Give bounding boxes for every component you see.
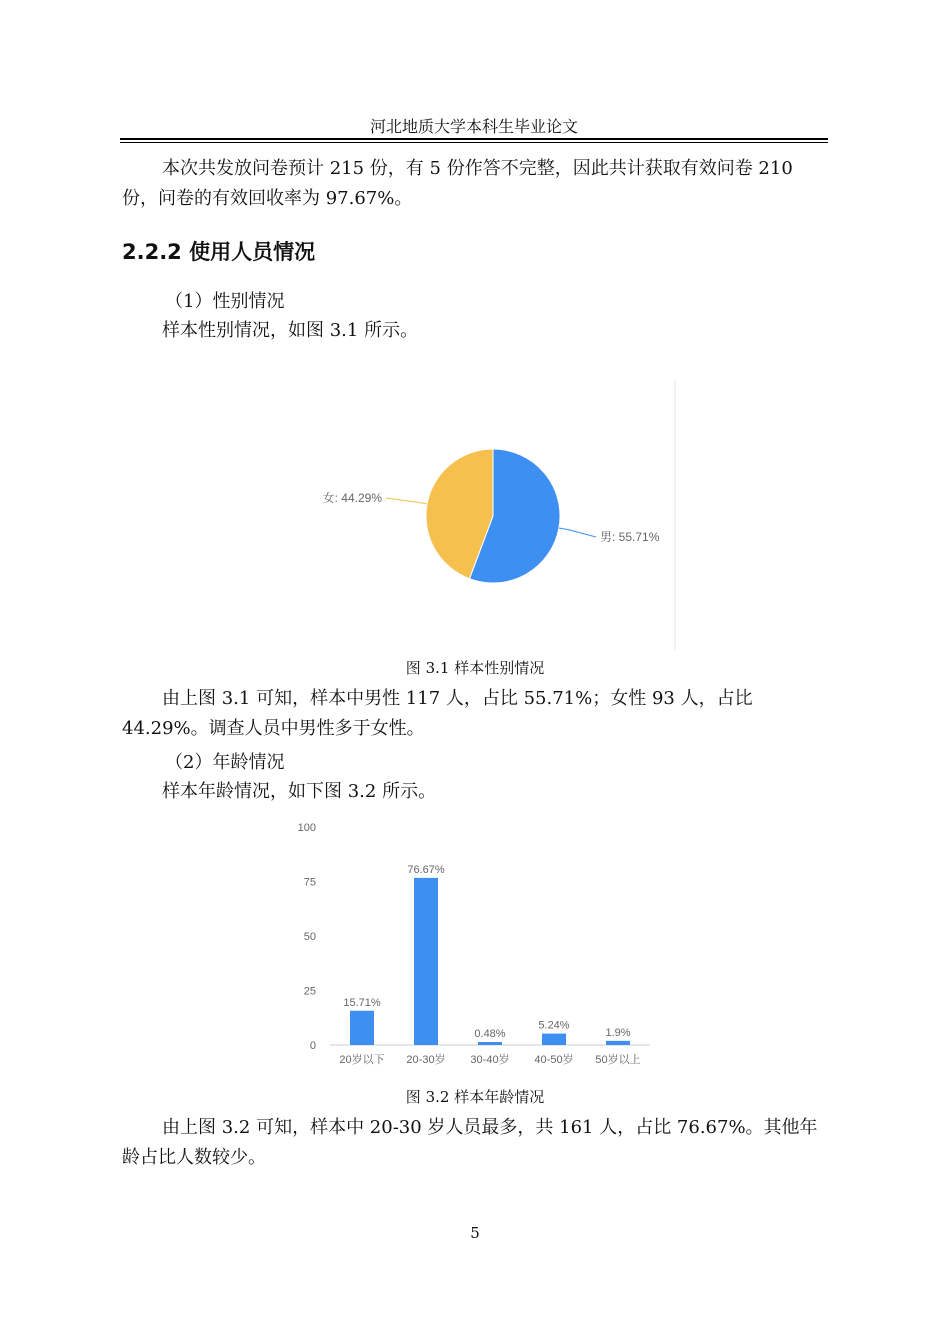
gender-pie-chart: [300, 375, 690, 655]
bar-data-label: 76.67%: [407, 863, 445, 876]
header-rule-thin: [120, 142, 828, 143]
pie-leader-line: [559, 528, 596, 537]
pie-leader-line: [386, 498, 427, 504]
x-tick-label: 20-30岁: [406, 1054, 446, 1066]
bar-3: [542, 1034, 566, 1045]
bar-2: [478, 1042, 502, 1045]
age-analysis: 由上图 3.2 可知，样本中 20-30 岁人员最多，共 161 人，占比 76.67%。其他年龄占比人数较少。: [122, 1117, 818, 1168]
bar-4: [606, 1041, 630, 1045]
bar-data-label: 1.9%: [605, 1026, 631, 1039]
x-tick-label: 50岁以上: [595, 1054, 641, 1066]
page-number: 5: [470, 1224, 480, 1242]
y-tick-label: 50: [303, 931, 316, 943]
x-tick-label: 40-50岁: [534, 1054, 574, 1066]
x-tick-label: 20岁以下: [339, 1054, 385, 1066]
running-header: 河北地质大学本科生毕业论文: [369, 117, 578, 136]
bar-group: [298, 822, 650, 1066]
age-bar-chart: [290, 815, 660, 1075]
gender-intro: 样本性别情况，如图 3.1 所示。: [162, 320, 419, 341]
age-subheading: （2）年龄情况: [165, 752, 285, 773]
intro-paragraph: 本次共发放问卷预计 215 份，有 5 份作答不完整，因此共计获取有效问卷 210 份，问卷的有效回收率为 97.67%。: [122, 158, 793, 209]
y-tick-label: 25: [303, 985, 316, 998]
header-rule-thick: [120, 138, 828, 140]
y-tick-label: 0: [309, 1040, 316, 1052]
pie-label: 男: 55.71%: [600, 530, 660, 544]
age-caption: 图 3.2 样本年龄情况: [405, 1088, 545, 1106]
y-tick-label: 100: [297, 822, 316, 834]
gender-caption: 图 3.1 样本性别情况: [405, 659, 545, 677]
pie-label: 女: 44.29%: [322, 491, 382, 505]
pie-group: [323, 449, 660, 583]
bar-0: [350, 1011, 374, 1045]
y-tick-label: 75: [303, 876, 316, 889]
bar-data-label: 5.24%: [538, 1019, 570, 1032]
gender-subheading: （1）性别情况: [165, 291, 285, 312]
bar-1: [414, 878, 438, 1045]
bar-data-label: 0.48%: [474, 1028, 506, 1040]
bar-data-label: 15.71%: [343, 996, 381, 1009]
gender-analysis: 由上图 3.1 可知，样本中男性 117 人，占比 55.71%；女性 93 人，占比 44.29%。调查人员中男性多于女性。: [122, 688, 753, 739]
section-heading: 2.2.2 使用人员情况: [122, 240, 316, 264]
x-tick-label: 30-40岁: [470, 1054, 510, 1066]
age-intro: 样本年龄情况，如下图 3.2 所示。: [162, 781, 437, 802]
